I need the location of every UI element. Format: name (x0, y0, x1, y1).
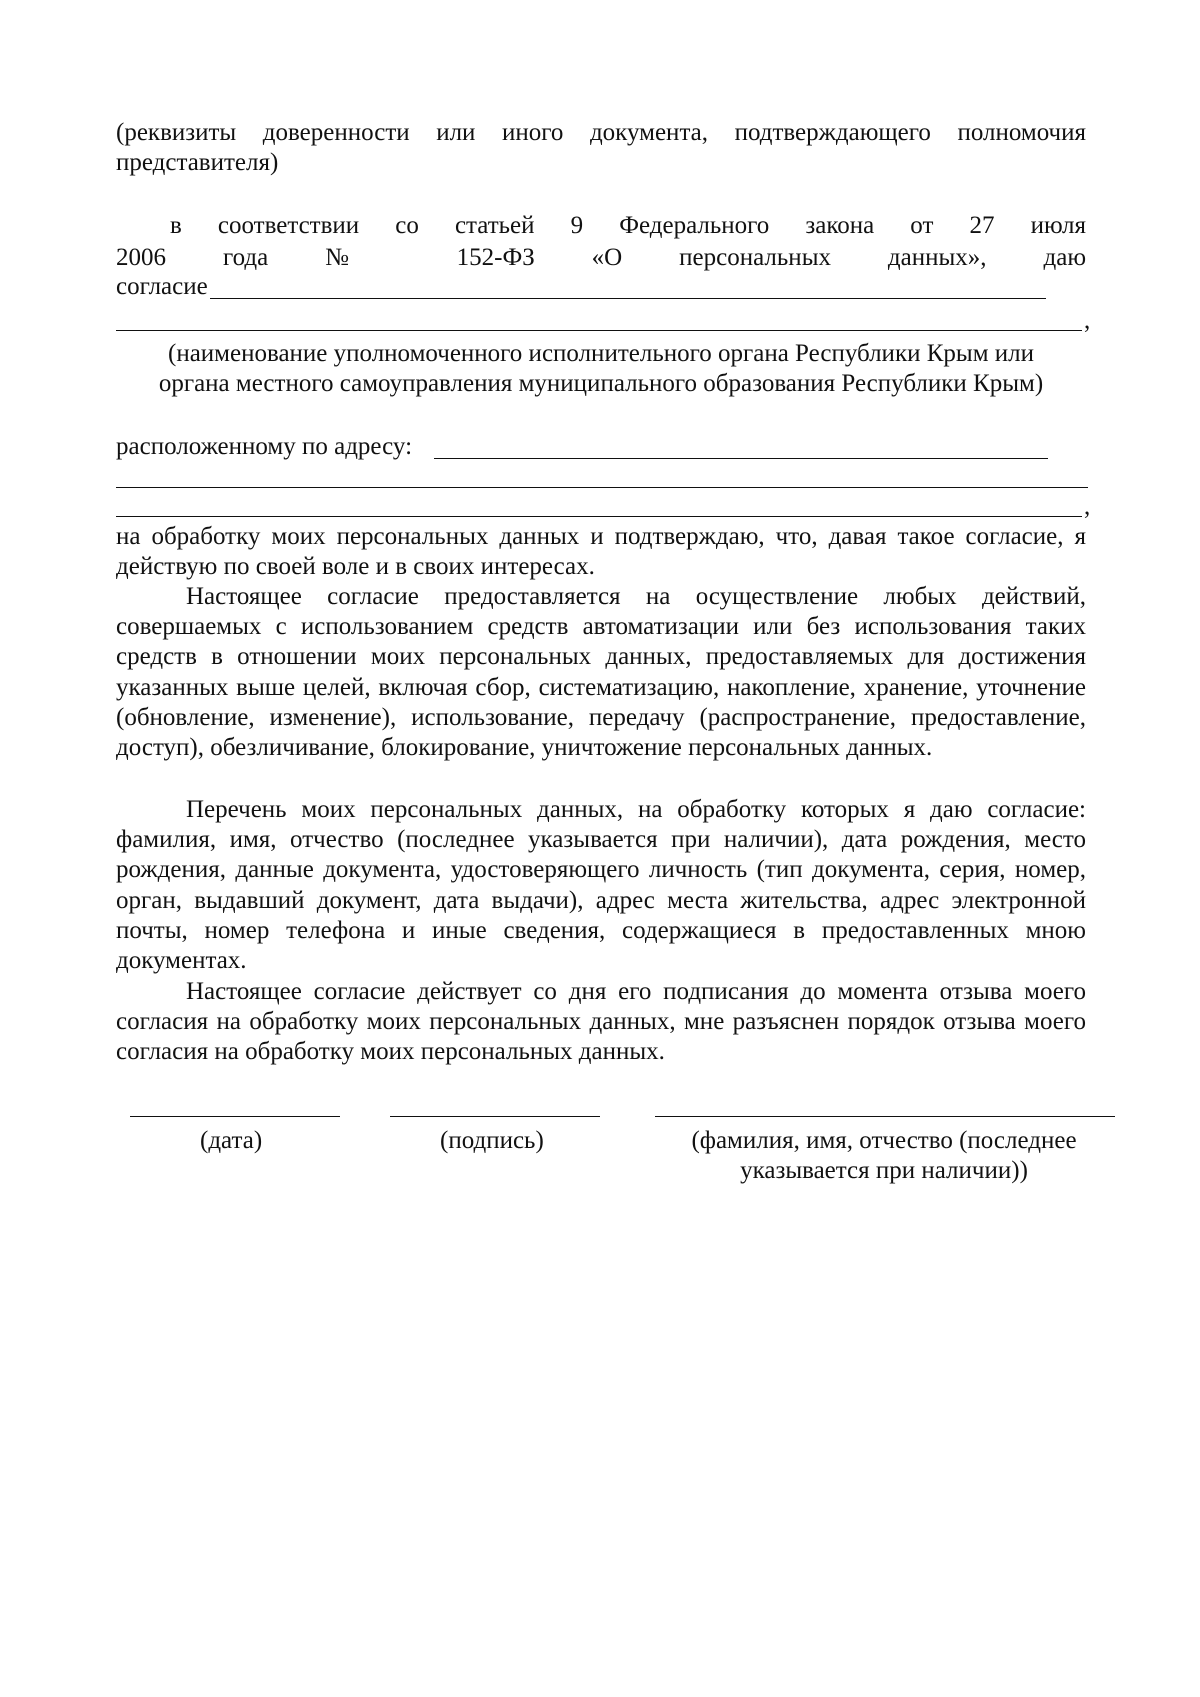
comma: , (1084, 493, 1091, 520)
address-label: расположенному по адресу: (116, 433, 413, 460)
signature-fill-line[interactable] (390, 1116, 600, 1117)
full-name-fill-line[interactable] (655, 1116, 1115, 1117)
law-clause-line2: 2006 года № 152-ФЗ «О персональных данных», даю (116, 244, 1086, 271)
comma: , (1084, 307, 1091, 334)
authority-caption-line1: (наименование уполномоченного исполнительного органа Республики Крым или (168, 340, 1034, 367)
signature-caption: (подпись) (440, 1127, 544, 1154)
paragraph-consent-purpose: на обработку моих персональных данных и подтверждаю, что, давая такое согласие, я действую по своей воле и в своих интересах. (116, 523, 1086, 581)
proxy-details-caption-line1: (реквизиты доверенности или иного документа, подтверждающего полномочия (116, 119, 1086, 146)
date-fill-line[interactable] (130, 1116, 340, 1117)
address-fill-line-1[interactable] (434, 458, 1048, 459)
date-caption: (дата) (200, 1127, 263, 1154)
address-fill-line-3[interactable] (116, 516, 1082, 517)
authority-caption-line2: органа местного самоуправления муниципального образования Республики Крым) (158, 370, 1044, 397)
paragraph-data-list: Перечень моих персональных данных, на обработку которых я даю согласие: фамилия, имя, отчество (последнее указывается при наличии), дата рождения, место рождения, данные документа, удостоверяющего личность (тип документа, серия, номер, орган, выдавший документ, дата выдачи), адрес места жительства, адрес электронной почты, номер телефона и иные сведения, содержащиеся в предоставленных мною документах. (116, 796, 1086, 975)
full-name-caption-line2: указывается при наличии)) (740, 1157, 1028, 1184)
paragraph-validity: Настоящее согласие действует со дня его подписания до момента отзыва моего согласия на обработку моих персональных данных, мне разъяснен порядок отзыва моего согласия на обработку моих персональных данных. (116, 978, 1086, 1066)
address-fill-line-2[interactable] (116, 487, 1088, 488)
paragraph-processing-actions: Настоящее согласие предоставляется на осуществление любых действий, совершаемых с использованием средств автоматизации или без использования таких средств в отношении моих персональных данных, предоставляемых для достижения указанных выше целей, включая сбор, систематизацию, накопление, хранение, уточнение (обновление, изменение), использование, передачу (распространение, предоставление, доступ), обезличивание, блокирование, уничтожение персональных данных. (116, 583, 1086, 762)
law-clause-line1: в соответствии со статьей 9 Федерального закона от 27 июля (170, 212, 1086, 239)
full-name-caption-line1: (фамилия, имя, отчество (последнее (691, 1127, 1077, 1154)
consent-recipient-fill-line-2[interactable] (116, 330, 1082, 331)
proxy-details-caption-line2: представителя) (116, 149, 279, 176)
consent-label: согласие (116, 273, 208, 300)
consent-recipient-fill-line[interactable] (210, 298, 1046, 299)
